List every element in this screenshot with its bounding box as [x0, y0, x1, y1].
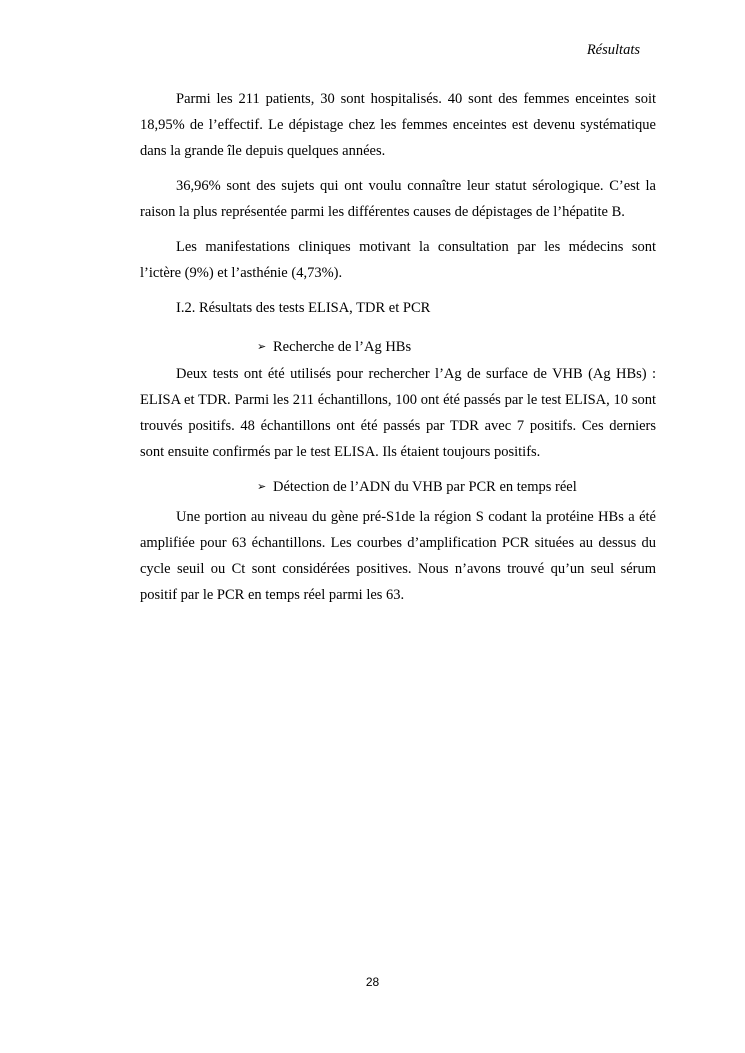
bullet-ag-hbs [140, 334, 656, 361]
paragraph-clinical-signs: Les manifestations cliniques motivant la consultation par les médecins sont l’ictère (9%) et l’asthénie (4,73%). [140, 239, 656, 281]
paragraph-pcr-results: Une portion au niveau du gène pré-S1de la région S codant la protéine HBs a été amplifiée pour 63 échantillons. Les courbes d’amplification PCR situées au dessus du cycle seuil ou Ct sont considérées positives. Nous n’avons trouvé qu’un seul sérum positif par le PCR en temps réel parmi les 63. [140, 509, 656, 603]
paragraph-patients: Parmi les 211 patients, 30 sont hospitalisés. 40 sont des femmes enceintes soit 18,95% de l’effectif. Le dépistage chez les femmes enceintes est devenu systématique dans la grande île depuis quelques années. [140, 91, 656, 159]
bullet-label: Détection de l’ADN du VHB par PCR en temps réel [273, 479, 577, 495]
arrow-bullet-icon: ➢ [257, 340, 267, 353]
paragraph-serological-status: 36,96% sont des sujets qui ont voulu connaître leur statut sérologique. C’est la raison la plus représentée parmi les différentes causes de dépistages de l’hépatite B. [140, 178, 656, 220]
paragraph-elisa-tdr: Deux tests ont été utilisés pour rechercher l’Ag de surface de VHB (Ag HBs) : ELISA et TDR. Parmi les 211 échantillons, 100 ont été passés par le test ELISA, 10 sont trouvés positifs. 48 échantillons ont été passés par TDR avec 7 positifs. Ces derniers sont ensuite confirmés par le test ELISA. Ils étaient toujours positifs. [140, 366, 656, 460]
section-heading: I.2. Résultats des tests ELISA, TDR et PCR [176, 300, 431, 316]
bullet-label: Recherche de l’Ag HBs [273, 339, 412, 355]
bullet-pcr [140, 474, 656, 501]
body-text [140, 86, 656, 608]
page-number: 28 [365, 975, 380, 989]
running-header: Résultats [586, 42, 640, 58]
arrow-bullet-icon: ➢ [257, 480, 267, 493]
